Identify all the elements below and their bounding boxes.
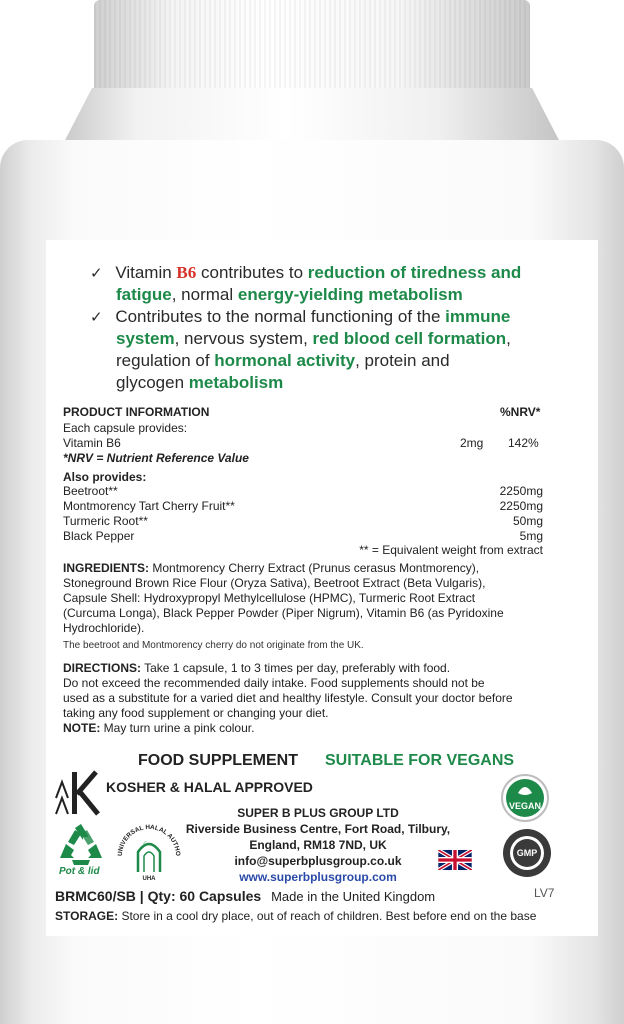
origin-note: The beetroot and Montmorency cherry do not originate from the UK. — [63, 640, 364, 651]
product-code: BRMC60/SB | Qty: 60 Capsules — [55, 888, 262, 904]
benefit-text: contributes to — [196, 263, 308, 282]
benefit-highlight: energy-yielding metabolism — [237, 285, 463, 304]
note-label: NOTE: — [63, 721, 101, 735]
benefit-2-line-1 — [90, 306, 510, 329]
storage-text: Store in a cool dry place, out of reach of children. Best before end on the base — [118, 909, 537, 923]
bottle-neck — [62, 88, 562, 146]
made-in: Made in the United Kingdom — [271, 889, 436, 904]
food-supplement-heading: FOOD SUPPLEMENT — [138, 752, 299, 769]
vegan-badge — [500, 773, 550, 823]
svg-text:☾: ☾ — [143, 840, 150, 848]
company-website[interactable]: www.superbplusgroup.com — [239, 870, 397, 884]
kosher-halal-text: KOSHER & HALAL APPROVED — [106, 779, 313, 795]
benefit-text: , — [506, 329, 511, 348]
benefit-highlight: immune — [445, 307, 511, 326]
ingredients-label: INGREDIENTS: — [63, 561, 150, 575]
storage-label: STORAGE: — [55, 909, 119, 923]
storage-line — [55, 909, 536, 923]
benefit-text: regulation of — [116, 351, 215, 370]
halal-ring-text: UNIVERSAL HALAL AUTHO — [116, 823, 182, 857]
lv-code: LV7 — [534, 886, 555, 900]
directions-line: taking any food supplement or changing your diet. — [63, 706, 329, 720]
directions-line: used as a substitute for a varied diet and healthy lifestyle. Consult your doctor before — [63, 691, 513, 705]
ingredient-name: Black Pepper — [63, 529, 135, 543]
company-address-1: Riverside Business Centre, Fort Road, Tilbury, — [185, 822, 451, 836]
benefit-2-line-4 — [116, 372, 283, 394]
benefit-text: , nervous system, — [174, 329, 313, 348]
vitamin-name: Vitamin B6 — [63, 436, 121, 450]
directions-label: DIRECTIONS: — [63, 661, 141, 675]
checkmark-icon: ✓ — [90, 309, 103, 326]
also-provides-label: Also provides: — [63, 470, 147, 484]
recycle-icon — [58, 822, 104, 866]
uha-label: UHA — [142, 876, 156, 882]
vitamin-nrv: 142% — [508, 436, 539, 450]
ingredient-name: Montmorency Tart Cherry Fruit** — [63, 499, 235, 513]
ingredient-amount: 5mg — [519, 529, 543, 543]
company-email[interactable]: info@superbplusgroup.co.uk — [234, 854, 402, 868]
benefit-text: , protein and — [355, 351, 450, 370]
benefit-2-line-2 — [116, 328, 511, 350]
note-line — [63, 721, 254, 735]
ingredient-amount: 2250mg — [499, 499, 543, 513]
vegan-badge-label: VEGAN — [508, 801, 541, 811]
benefit-text: glycogen — [116, 373, 189, 392]
kosher-k-logo — [52, 768, 100, 816]
checkmark-icon: ✓ — [90, 265, 103, 282]
benefit-highlight: red blood cell formation — [312, 329, 507, 348]
ingredient-amount: 50mg — [512, 514, 543, 528]
benefit-text: , normal — [171, 285, 238, 304]
benefit-text: B6 — [176, 263, 197, 282]
benefit-2-line-3 — [116, 350, 450, 372]
equivalent-note: ** = Equivalent weight from extract — [359, 543, 543, 557]
gmp-badge-label: GMP — [516, 848, 538, 858]
nrv-header: %NRV* — [500, 405, 541, 419]
directions-text: Take 1 capsule, 1 to 3 times per day, preferably with food. — [141, 661, 451, 675]
suitable-for-vegans-heading: SUITABLE FOR VEGANS — [325, 752, 515, 769]
company-name: SUPER B PLUS GROUP LTD — [237, 806, 399, 820]
ingredients-line — [63, 561, 479, 575]
benefit-highlight: reduction of tiredness and — [307, 263, 522, 282]
ingredients-line: Hydrochloride). — [63, 621, 145, 635]
ingredients-text: Montmorency Cherry Extract (Prunus cerasus Montmorency), — [149, 561, 480, 575]
benefit-highlight: system — [116, 329, 175, 348]
ingredients-line: (Curcuma Longa), Black Pepper Powder (Piper Nigrum), Vitamin B6 (as Pyridoxine — [63, 606, 504, 620]
note-text: May turn urine a pink colour. — [100, 721, 255, 735]
ingredient-name: Beetroot** — [63, 484, 118, 498]
ingredient-name: Turmeric Root** — [63, 514, 148, 528]
bottle-cap — [94, 0, 530, 92]
pot-lid-label: Pot & lid — [59, 866, 100, 877]
ingredient-amount: 2250mg — [499, 484, 543, 498]
product-info-title: PRODUCT INFORMATION — [63, 405, 210, 419]
ingredients-line: Stoneground Brown Rice Flour (Oryza Sativa), Beetroot Extract (Beta Vulgaris), — [63, 576, 486, 590]
directions-line: Do not exceed the recommended daily intake. Food supplements should not be — [63, 676, 485, 690]
benefit-1-line-1 — [90, 262, 521, 285]
each-capsule-label: Each capsule provides: — [63, 421, 188, 435]
uk-flag-icon — [438, 850, 472, 870]
benefit-highlight: fatigue — [116, 285, 172, 304]
nrv-note: *NRV = Nutrient Reference Value — [63, 451, 249, 465]
company-address-2: England, RM18 7ND, UK — [249, 838, 387, 852]
footer-line — [55, 888, 435, 904]
vitamin-amount: 2mg — [460, 436, 484, 450]
benefit-text: Contributes to the normal functioning of the — [115, 307, 446, 326]
benefit-highlight: metabolism — [188, 373, 284, 392]
benefit-highlight: hormonal activity — [214, 351, 356, 370]
directions-line — [63, 661, 450, 675]
ingredients-line: Capsule Shell: Hydroxypropyl Methylcellulose (HPMC), Turmeric Root Extract — [63, 591, 476, 605]
benefit-1-line-2 — [116, 284, 463, 306]
benefit-text: Vitamin — [115, 263, 177, 282]
